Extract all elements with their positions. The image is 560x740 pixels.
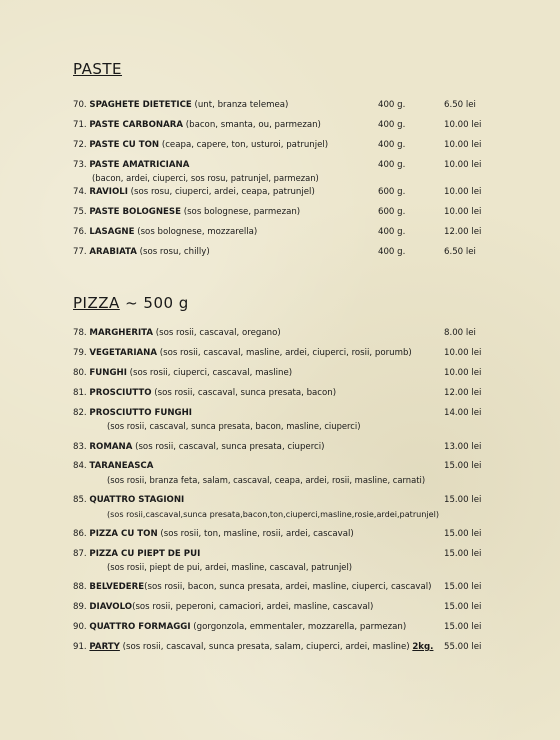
item-number: 80. (73, 368, 87, 378)
item-name: QUATTRO FORMAGGI (89, 622, 191, 632)
item-number: 83. (73, 442, 87, 452)
item-price: 12.00 lei (444, 388, 482, 398)
item-price: 10.00 lei (444, 207, 482, 217)
item-number: 82. (73, 408, 87, 418)
item-weight: 400 g. (378, 247, 406, 257)
item-price: 13.00 lei (444, 442, 482, 452)
item-weight: 400 g. (378, 227, 406, 237)
item-name: RAVIOLI (89, 187, 128, 197)
item-price: 15.00 lei (444, 529, 482, 539)
list-item (73, 227, 257, 238)
item-weight: 400 g. (378, 100, 406, 110)
item-desc: (sos rosii, cascaval, sunca presata, bacon) (151, 388, 337, 398)
item-weight: 600 g. (378, 187, 406, 197)
list-item (73, 160, 189, 171)
item-name: ROMANA (89, 442, 133, 452)
list-item (73, 622, 406, 633)
item-desc-line2: (sos rosii, piept de pui, ardei, masline, cascaval, patrunjel) (107, 562, 353, 572)
item-name: PROSCIUTTO (89, 388, 152, 398)
item-number: 90. (73, 622, 87, 632)
item-name: LASAGNE (89, 227, 135, 237)
item-price: 12.00 lei (444, 227, 482, 237)
item-desc: (sos rosu, ciuperci, ardei, ceapa, patrunjel) (127, 187, 315, 197)
list-item (73, 602, 373, 613)
item-name: ARABIATA (89, 247, 137, 257)
item-desc-line2: (sos rosii, branza feta, salam, cascaval, ceapa, ardei, rosii, masline, carnati) (107, 475, 426, 485)
item-price: 15.00 lei (444, 622, 482, 632)
item-weight: 600 g. (378, 207, 406, 217)
item-price: 10.00 lei (444, 160, 482, 170)
paste-heading (73, 60, 122, 78)
item-desc-line2: (bacon, ardei, ciuperci, sos rosu, patrunjel, parmezan) (92, 173, 319, 183)
item-name: PIZZA CU PIEPT DE PUI (89, 549, 201, 559)
item-weight: 400 g. (378, 140, 406, 150)
item-number: 88. (73, 582, 87, 592)
list-item (73, 642, 433, 653)
list-item (73, 368, 292, 379)
list-item (73, 408, 192, 419)
item-number: 84. (73, 461, 87, 471)
item-name: PASTE CARBONARA (89, 120, 184, 130)
item-desc-line2: (sos rosii, cascaval, sunca presata, bacon, masline, ciuperci) (107, 421, 361, 431)
item-desc: (sos rosii, cascaval, masline, ardei, ciuperci, rosii, porumb) (157, 348, 412, 358)
list-item (73, 549, 200, 560)
item-desc: (sos rosii, peperoni, camaciori, ardei, masline, cascaval) (132, 602, 374, 612)
item-desc: (gorgonzola, emmentaler, mozzarella, parmezan) (190, 622, 407, 632)
item-weight: 400 g. (378, 120, 406, 130)
item-name: MARGHERITA (89, 328, 154, 338)
item-price: 15.00 lei (444, 461, 482, 471)
item-number: 76. (73, 227, 87, 237)
item-price: 10.00 lei (444, 120, 482, 130)
item-name: VEGETARIANA (89, 348, 158, 358)
item-desc: (sos bolognese, mozzarella) (134, 227, 258, 237)
item-number: 74. (73, 187, 87, 197)
item-price: 15.00 lei (444, 582, 482, 592)
item-name: PASTE BOLOGNESE (89, 207, 181, 217)
pizza-heading (73, 294, 189, 312)
item-number: 87. (73, 549, 87, 559)
list-item (73, 120, 321, 131)
list-item (73, 582, 432, 593)
item-desc-line2: (sos rosii,cascaval,sunca presata,bacon,ton,ciuperci,masline,rosie,ardei,patrunjel) (107, 509, 440, 519)
item-desc: (bacon, smanta, ou, parmezan) (183, 120, 321, 130)
item-number: 85. (73, 495, 87, 505)
list-item (73, 529, 354, 540)
item-desc: (sos rosii, bacon, sunca presata, ardei, masline, ciuperci, cascaval) (144, 582, 432, 592)
pizza-title: PIZZA (73, 294, 120, 312)
item-number: 75. (73, 207, 87, 217)
item-price: 6.50 lei (444, 100, 476, 110)
list-item (73, 187, 315, 198)
item-name: PARTY (89, 642, 120, 652)
list-item (73, 388, 336, 399)
item-price: 55.00 lei (444, 642, 482, 652)
item-name: DIAVOLO (89, 602, 133, 612)
item-price: 10.00 lei (444, 140, 482, 150)
list-item (73, 442, 325, 453)
item-name: BELVEDERE (89, 582, 145, 592)
item-price: 10.00 lei (444, 187, 482, 197)
list-item (73, 348, 412, 359)
paste-title: PASTE (73, 60, 123, 78)
item-number: 81. (73, 388, 87, 398)
item-weight: 2kg. (412, 642, 434, 652)
item-name: PIZZA CU TON (89, 529, 158, 539)
item-name: TARANEASCA (89, 461, 154, 471)
item-desc: (sos rosii, cascaval, sunca presata, salam, ciuperci, ardei, masline) (119, 642, 413, 652)
item-desc: (sos rosii, ton, masline, rosii, ardei, cascaval) (157, 529, 354, 539)
item-number: 77. (73, 247, 87, 257)
item-number: 70. (73, 100, 87, 110)
item-number: 79. (73, 348, 87, 358)
item-desc: (sos rosii, cascaval, oregano) (153, 328, 281, 338)
item-desc: (sos bolognese, parmezan) (181, 207, 301, 217)
item-name: PROSCIUTTO FUNGHI (89, 408, 193, 418)
item-price: 15.00 lei (444, 602, 482, 612)
item-desc: (sos rosii, cascaval, sunca presata, ciuperci) (132, 442, 325, 452)
pizza-title-suffix: ~ 500 g (119, 294, 189, 312)
item-name: PASTE CU TON (89, 140, 160, 150)
item-weight: 400 g. (378, 160, 406, 170)
item-name: QUATTRO STAGIONI (89, 495, 185, 505)
list-item (73, 328, 281, 339)
item-desc: (sos rosu, chilly) (136, 247, 210, 257)
item-name: SPAGHETE DIETETICE (89, 100, 192, 110)
item-desc: (sos rosii, ciuperci, cascaval, masline) (126, 368, 293, 378)
list-item (73, 495, 184, 506)
item-number: 71. (73, 120, 87, 130)
item-price: 10.00 lei (444, 368, 482, 378)
item-price: 15.00 lei (444, 495, 482, 505)
item-number: 91. (73, 642, 87, 652)
list-item (73, 247, 210, 258)
item-name: PASTE AMATRICIANA (89, 160, 190, 170)
item-price: 15.00 lei (444, 549, 482, 559)
item-price: 8.00 lei (444, 328, 476, 338)
item-number: 72. (73, 140, 87, 150)
item-desc: (unt, branza telemea) (191, 100, 289, 110)
list-item (73, 461, 153, 472)
list-item (73, 140, 328, 151)
item-number: 78. (73, 328, 87, 338)
item-desc: (ceapa, capere, ton, usturoi, patrunjel) (159, 140, 329, 150)
item-price: 10.00 lei (444, 348, 482, 358)
item-number: 73. (73, 160, 87, 170)
list-item (73, 100, 288, 111)
item-number: 86. (73, 529, 87, 539)
item-number: 89. (73, 602, 87, 612)
list-item (73, 207, 300, 218)
item-price: 6.50 lei (444, 247, 476, 257)
item-price: 14.00 lei (444, 408, 482, 418)
item-name: FUNGHI (89, 368, 127, 378)
